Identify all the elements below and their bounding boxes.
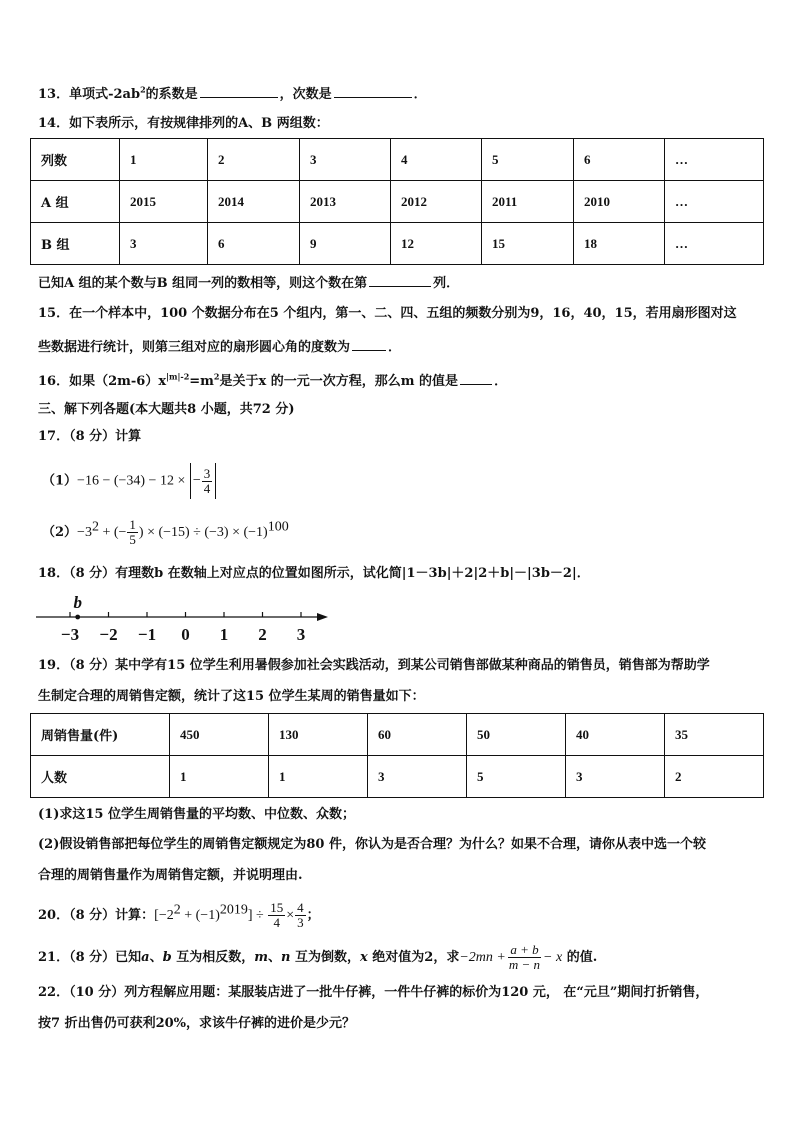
- q17-p1-label: （1）: [42, 473, 78, 489]
- fraction: [507, 943, 542, 972]
- question-20: [38, 898, 320, 934]
- q13-text-b: 的系数是: [145, 87, 198, 102]
- table-cell: 1: [269, 756, 368, 798]
- q21-sep: 、: [149, 950, 163, 965]
- table-cell: 2: [208, 139, 300, 181]
- q19-subquestion-2: (2)假设销售部把每位学生的周销售定额规定为80 件，你认为是否合理？为什么？如果不合理，请你从表中选一个较: [38, 837, 706, 852]
- q17-p2-b: + (−: [98, 525, 127, 540]
- question-14: [38, 116, 329, 132]
- q16-text-a: 如果（2m-6）x: [69, 374, 167, 389]
- q15-line1: 在一个样本中，100 个数据分布在5 个组内，第一、二、四、五组的频数分别为9，16，40，15，若用扇形图对这: [69, 306, 737, 321]
- q20-d: ] ÷: [247, 908, 268, 923]
- q15-line2: 些数据进行统计，则第三组对应的扇形圆心角的度数为: [38, 340, 351, 355]
- q20-exponent: 2: [173, 902, 181, 918]
- fraction: [127, 518, 138, 547]
- q17-p2-exponent: 2: [91, 519, 99, 535]
- q21-sep-2: 、: [268, 950, 282, 965]
- q13-end: ．: [413, 87, 427, 102]
- table-row: [31, 181, 764, 223]
- q17-p2-exponent-2: 100: [267, 519, 289, 535]
- var-a: a: [141, 950, 150, 965]
- table-cell: 3: [120, 223, 208, 265]
- question-16: [38, 371, 507, 390]
- q16-number: 16．: [38, 374, 70, 389]
- table-cell: 9: [300, 223, 391, 265]
- question-22-line1: 22．（10 分）列方程解应用题：某服装店进了一批牛仔裤，一件牛仔裤的标价为120 元， 在“元旦”期间打折销售，: [38, 985, 709, 1000]
- table-cell: B 组: [31, 223, 120, 265]
- table-cell: 2011: [482, 181, 574, 223]
- table-cell: 6: [574, 139, 665, 181]
- answer-blank[interactable]: [369, 273, 431, 287]
- table-cell: 2012: [391, 181, 482, 223]
- absolute-value: [190, 463, 216, 499]
- q14-table: [30, 138, 764, 265]
- table-cell: 450: [170, 714, 269, 756]
- question-19-line2: 生制定合理的周销售定额，统计了这15 位学生某周的销售量如下：: [38, 689, 425, 704]
- denominator: 4: [203, 480, 211, 496]
- q16-text-c: 是关于x 的一元一次方程，那么m 的值是: [219, 374, 459, 389]
- answer-blank[interactable]: [352, 337, 386, 351]
- q13-text: 单项式-2ab: [69, 87, 141, 102]
- table-cell: 5: [467, 756, 566, 798]
- tick-label: −1: [137, 625, 157, 644]
- q21-expr-b: − x: [543, 950, 563, 965]
- table-cell: 60: [368, 714, 467, 756]
- table-cell: 4: [391, 139, 482, 181]
- q16-end: ．: [494, 374, 508, 389]
- table-cell: …: [665, 181, 764, 223]
- tick-label: 3: [296, 625, 306, 644]
- point-b-label: b: [73, 595, 82, 612]
- minus-sign: −: [192, 473, 201, 488]
- q20-b: [−2: [154, 908, 174, 923]
- table-cell: …: [665, 223, 764, 265]
- fraction: [295, 901, 306, 930]
- arrow-icon: [317, 613, 328, 621]
- question-19-line1: 19．（8 分）某中学有15 位学生利用暑假参加社会实践活动，到某公司销售部做某种商品的销售员，销售部为帮助学: [38, 658, 710, 673]
- table-cell: 3: [300, 139, 391, 181]
- table-cell: 2015: [120, 181, 208, 223]
- table-cell: 列数: [31, 139, 120, 181]
- var-x: x: [360, 950, 368, 965]
- table-row: [31, 756, 764, 798]
- denominator: m − n: [508, 957, 541, 972]
- q16-exponent: |m|-2: [166, 371, 190, 382]
- table-cell: 2: [665, 756, 764, 798]
- q19-subquestion-2-line2: 合理的周销售量作为周销售定额，并说明理由.: [38, 868, 303, 883]
- q17-p2-a: −3: [77, 525, 92, 540]
- table-cell: 12: [391, 223, 482, 265]
- question-18: 18．（8 分）有理数b 在数轴上对应点的位置如图所示，试化简|1－3b|＋2|2＋b|－|3b－2|．: [38, 566, 590, 581]
- tick-label: 0: [181, 625, 190, 644]
- q15-end: ．: [388, 340, 402, 355]
- table-cell: 35: [665, 714, 764, 756]
- question-17-title: 17．（8 分）计算: [38, 429, 142, 444]
- q16-text-b: =m: [189, 374, 214, 389]
- q17-p1-expression: −16 − (−34) − 12 ×: [77, 473, 186, 489]
- answer-blank[interactable]: [200, 84, 278, 98]
- numerator: 15: [270, 900, 284, 915]
- tick-label: 1: [219, 625, 229, 644]
- var-n: n: [281, 950, 291, 965]
- table-row: [31, 139, 764, 181]
- table-cell: 3: [368, 756, 467, 798]
- table-cell: …: [665, 139, 764, 181]
- table-cell: 40: [566, 714, 665, 756]
- q14-question-text: 已知A 组的某个数与B 组同一列的数相等，则这个数在第: [38, 276, 368, 291]
- fraction: [202, 467, 213, 496]
- q13-number: 13．: [38, 87, 70, 102]
- q20-label: 20．（8 分）计算：: [38, 908, 155, 923]
- answer-blank[interactable]: [334, 84, 412, 98]
- q17-p2-c: ) × (−15) ÷ (−3) × (−1): [138, 525, 268, 540]
- tick-label: −3: [60, 625, 80, 644]
- q21-text-c: 互为相反数，: [171, 950, 255, 965]
- table-cell: 50: [467, 714, 566, 756]
- q16-exponent-2: 2: [213, 371, 220, 382]
- number-line: [36, 595, 336, 647]
- table-cell: 周销售量(件): [31, 714, 170, 756]
- q20-exponent-2: 2019: [219, 902, 248, 918]
- answer-blank[interactable]: [460, 371, 492, 385]
- q13-text-c: ，次数是: [279, 87, 332, 102]
- q19-table: [30, 713, 764, 798]
- question-21: [38, 940, 597, 976]
- denominator: 4: [273, 915, 280, 930]
- q20-end: ；: [306, 908, 320, 923]
- table-cell: A 组: [31, 181, 120, 223]
- table-cell: 2014: [208, 181, 300, 223]
- question-15: [38, 306, 737, 322]
- table-row: [31, 223, 764, 265]
- tick-label: 2: [258, 625, 267, 644]
- table-cell: 2013: [300, 181, 391, 223]
- question-22-line2: 按7 折出售仍可获利20%，求该牛仔裤的进价是少元？: [38, 1016, 356, 1031]
- q20-c: + (−1): [180, 908, 220, 923]
- numerator: 3: [203, 465, 211, 481]
- q21-label: 21．（8 分）已知: [38, 950, 142, 965]
- q21-text-e: 互为倒数，: [290, 950, 361, 965]
- q14-number: 14．: [38, 116, 70, 131]
- table-cell: 3: [566, 756, 665, 798]
- numerator: 1: [129, 517, 136, 532]
- times-sign: ×: [286, 908, 295, 923]
- table-cell: 5: [482, 139, 574, 181]
- question-15-line2: [38, 337, 401, 356]
- denominator: 5: [129, 532, 136, 547]
- q13-superscript: 2: [140, 84, 146, 95]
- q21-end: 的值.: [562, 950, 598, 965]
- q17-part2: [42, 515, 289, 551]
- table-cell: 1: [170, 756, 269, 798]
- table-cell: 18: [574, 223, 665, 265]
- q19-subquestion-1: (1)求这15 位学生周销售量的平均数、中位数、众数；: [38, 807, 355, 822]
- table-cell: 1: [120, 139, 208, 181]
- tick-label: −2: [99, 625, 118, 644]
- q14-question: [38, 273, 459, 292]
- table-cell: 人数: [31, 756, 170, 798]
- q15-number: 15．: [38, 306, 70, 321]
- q14-question-end: 列．: [433, 276, 460, 291]
- var-m: m: [254, 950, 269, 965]
- table-cell: 15: [482, 223, 574, 265]
- question-13: [38, 84, 427, 103]
- numerator: a + b: [510, 942, 539, 957]
- denominator: 3: [297, 915, 304, 930]
- q21-text-f: 绝对值为2，求: [367, 950, 460, 965]
- table-cell: 6: [208, 223, 300, 265]
- table-row: [31, 714, 764, 756]
- fraction: [268, 901, 285, 930]
- q14-intro: 如下表所示，有按规律排列的A、B 两组数：: [69, 116, 329, 131]
- q17-p2-label: （2）: [42, 525, 78, 540]
- table-cell: 2010: [574, 181, 665, 223]
- numerator: 4: [297, 900, 304, 915]
- table-cell: 130: [269, 714, 368, 756]
- point-b: [75, 615, 80, 620]
- q17-part1: [42, 463, 216, 500]
- q21-expr-a: −2mn +: [459, 950, 506, 965]
- section-heading: 三、解下列各题(本大题共8 小题，共72 分): [38, 402, 295, 417]
- var-b: b: [162, 950, 172, 965]
